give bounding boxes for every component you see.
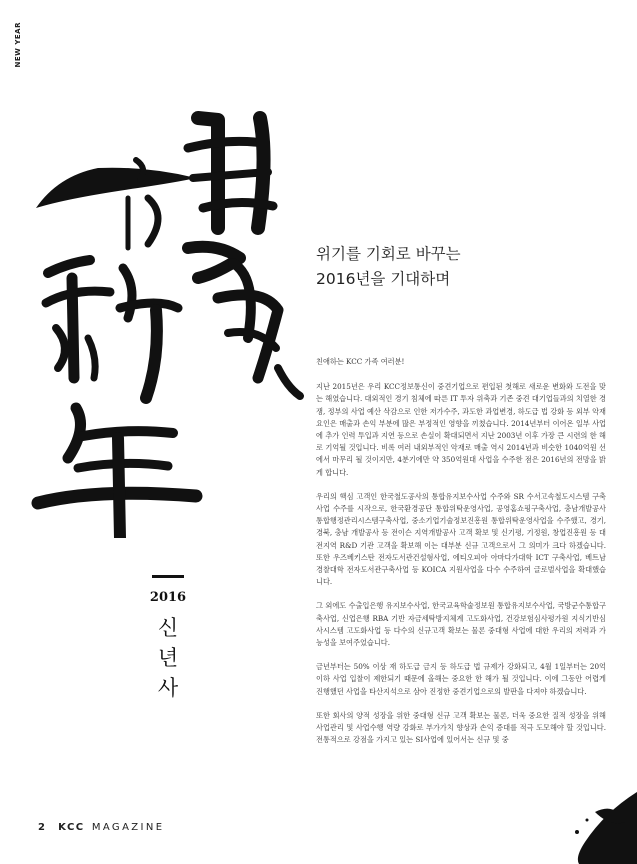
paragraph-4: 금년부터는 50% 이상 재 하도급 금지 등 하도급 법 규제가 강화되고, 4월 1일부터는 20억 이하 사업 입찰이 제한되기 때문에 올해는 중요한 한 해가 될 것입니다. 이에 그동안 어렵게 진행했던 사업을 타산지석으로 삼아 진정한 중견기업으로의 발판을 다져야 하겠습니다.: [316, 662, 606, 696]
article-body: [316, 356, 606, 758]
section-tag: NEW YEAR: [14, 22, 22, 68]
footer-brand: KCC: [58, 822, 85, 833]
side-title-char-3: 사: [157, 676, 179, 700]
paragraph-5: 또한 회사의 양적 성장을 위한 중대형 신규 고객 확보는 물론, 더욱 중요한 질적 성장을 위해 사업관리 및 사업수행 역량 강화로 부가가치 향상과 손익 증대를 적극 도모해야 할 것입니다. 전통적으로 강점을 가지고 있는 SI사업에 있어서는 신규 및 중: [316, 710, 606, 745]
side-year: 2016: [149, 590, 187, 605]
calligraphy-artwork: [28, 48, 318, 538]
paragraph-3: 그 외에도 수출입은행 유지보수사업, 한국교육학술정보원 통합유지보수사업, 국방군수통합구축사업, 신업은행 RBA 기반 자금세탁방지체계 고도화사업, 건강보험심사평가원 지식기반심사시스템 고도화사업 등 다수의 신규고객 확보는 물론 중대형 사업에 대한 우리의 저력과 가능성을 보여주었습니다.: [316, 601, 606, 648]
side-title-char-1: 신: [157, 616, 179, 640]
headline-line-1: 위기를 기회로 바꾸는: [316, 245, 461, 263]
ink-brush-decoration: [565, 782, 637, 864]
side-title-char-2: 년: [157, 646, 179, 670]
headline: [316, 242, 616, 292]
greeting: 친애하는 KCC 가족 여러분!: [316, 357, 405, 366]
page-footer: [38, 822, 165, 833]
side-rule: [152, 575, 184, 578]
footer-magazine: MAGAZINE: [91, 822, 165, 833]
side-title: [146, 613, 190, 703]
paragraph-1: 지난 2015년은 우리 KCC정보통신이 중견기업으로 편입된 첫해로 새로운 변화와 도전을 맞는 해였습니다. 대외적인 경기 침체에 따른 IT 투자 위축과 기존 중견 대기업들과의 치열한 경쟁, 정부의 사업 예산 삭감으로 인한 저가수주, 과도한 과업변경, 하도급 법 강화 등 외부 악재 요인은 매출과 손익 부분에 많은 부정적인 영향을 끼쳤습니다. 2014년부터 이어온 일부 사업에 추가 인력 투입과 지연 등으로 손실이 확대되면서 지난 2003년 이후 가장 큰 시련의 한 해로 기억될 것입니다. 비록 여러 내외부적인 악재로 매출 역시 2014년과 비슷한 1040억원 선에서 마무리 될 것이지만, 4분기에만 약 350억원대 사업을 수주한 점은 2016년의 전망을 밝게 합니다.: [316, 382, 606, 477]
paragraph-2: 우리의 핵심 고객인 한국철도공사의 통합유지보수사업 수주와 SR 수서고속철도시스템 구축사업 수주를 시작으로, 한국환경공단 통합위탁운영사업, 공영홈쇼핑구축사업, 충남개발공사 통합행정관리시스템구축사업, 중소기업기술정보진흥원 통합위탁운영사업을 수주했고, 경기, 경북, 충남 개발공사 등 전이슨 지역개발공사 고객 확보 및 신기평, 기정원, 창업진흥원 등 대전지역 R&D 기관 고객을 확보해 이는 대부분 신규 고객으로서 그 의미가 크다 하겠습니다. 또한 우즈베키스탄 전자도서관건설형사업, 에티오피아 아마다가대학 ICT 구축사업, 베트남 경찰대학 전자도서관구축사업 등 KOICA 지원사업을 다수 수주하여 글로벌사업을 확대했습니다.: [316, 491, 606, 587]
headline-line-2: 2016년을 기대하며: [316, 270, 451, 288]
page-number: 2: [38, 822, 45, 833]
